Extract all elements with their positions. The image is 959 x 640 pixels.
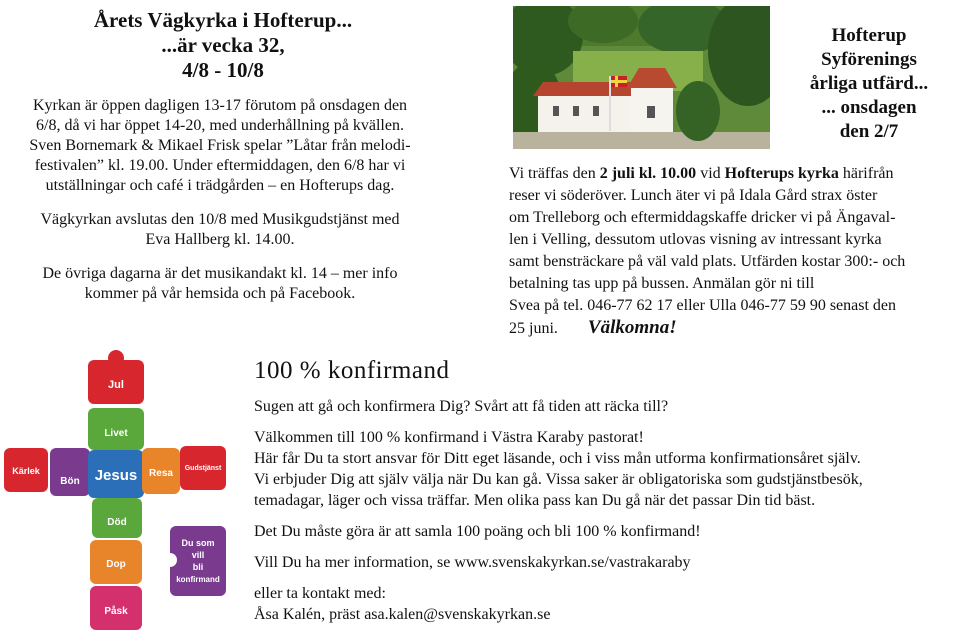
- puzzle-label-gudstjanst: Gudstjänst: [184, 465, 222, 472]
- puzzle-piece-bon: [50, 448, 90, 496]
- puzzle-label-bon: Bön: [60, 476, 80, 487]
- syforening-line7: Svea på tel. 046-77 62 17 eller Ulla 046-77 59 90 senast den: [509, 297, 897, 314]
- vagkyrka-body: [0, 96, 440, 304]
- puzzle-cross: [0, 350, 230, 635]
- puzzle-label-dod: Död: [107, 517, 127, 528]
- puzzle-piece-konfirmand: [170, 526, 226, 596]
- puzzle-side-line4: konfirmand: [176, 575, 220, 584]
- puzzle-side-line1: Du som: [181, 538, 215, 548]
- syforening-line4: len i Velling, dessutom utlovas visning av intressant kyrka: [509, 231, 882, 248]
- puzzle-label-dop: Dop: [106, 559, 126, 570]
- syforening-line1: [509, 163, 959, 185]
- vagkyrka-para1-line1: Kyrkan är öppen dagligen 13-17 förutom på onsdagen den: [32, 97, 408, 114]
- syforening-line5: samt bensträckare på väl vald plats. Utfärden kostar 300:- och: [509, 253, 906, 270]
- syforening-line8: [509, 317, 959, 340]
- vagkyrka-title-line3: 4/8 - 10/8: [182, 58, 264, 82]
- syforening-line1-e: härifrån: [838, 165, 894, 182]
- vagkyrka-title-line2: ...är vecka 32,: [161, 33, 285, 57]
- church-photo: [513, 6, 770, 149]
- puzzle-cross-graphic: [0, 350, 230, 635]
- vagkyrka-para2-line1: Vägkyrkan avslutas den 10/8 med Musikgudstjänst med: [40, 211, 400, 228]
- vagkyrka-para2-line2: Eva Hallberg kl. 14.00.: [145, 231, 295, 248]
- puzzle-label-jul: Jul: [108, 379, 124, 391]
- syforening-line2: reser vi söderöver. Lunch äter vi på Idala Gård strax öster: [509, 187, 878, 204]
- puzzle-label-pask: Påsk: [104, 606, 128, 617]
- konfirmand-p6: Det Du måste göra är att samla 100 poäng och bli 100 % konfirmand!: [254, 523, 701, 540]
- syforening-line1-a: Vi träffas den: [509, 165, 600, 182]
- vagkyrka-para3-line1: De övriga dagarna är det musikandakt kl. 14 – mer info: [42, 265, 398, 282]
- vagkyrka-title-line1: Årets Vägkyrka i Hofterup...: [93, 8, 353, 32]
- konfirmand-p7: Vill Du ha mer information, se www.svenskakyrkan.se/vastrakaraby: [254, 554, 691, 571]
- syforening-line1-c: vid: [696, 165, 725, 182]
- syforening-title-line4: ... onsdagen: [821, 97, 917, 118]
- konfirmand-p2: Välkommen till 100 % konfirmand i Västra Karaby pastorat!: [254, 429, 644, 446]
- vagkyrka-para1-line3: Sven Bornemark & Mikael Frisk spelar ”Låtar från melodi-: [29, 137, 411, 154]
- puzzle-label-jesus: Jesus: [94, 467, 138, 484]
- syforening-line6: betalning tas upp på bussen. Anmälan gör ni till: [509, 275, 815, 292]
- konfirmand-body: [254, 396, 959, 625]
- syforening-title-line1: Hofterup: [831, 25, 907, 46]
- konfirmand-p4: Vi erbjuder Dig att själv välja när Du kan gå. Vissa saker är obligatoriska som gudstjänstbesök,: [254, 471, 863, 488]
- syforening-title-line3: årliga utfärd...: [809, 73, 929, 94]
- syforening-place: Hofterups kyrka: [724, 165, 839, 182]
- syforening-body: [509, 163, 959, 340]
- syforening-welcome: Välkomna!: [587, 317, 677, 338]
- syforening-heading: [780, 24, 958, 144]
- church-photo-image: [513, 6, 770, 149]
- puzzle-label-karlek: Kärlek: [12, 466, 40, 476]
- vagkyrka-heading: [8, 8, 438, 83]
- konfirmand-p1: Sugen att gå och konfirmera Dig? Svårt att få tiden att räcka till?: [254, 398, 669, 415]
- konfirmand-p9: Åsa Kalén, präst asa.kalen@svenskakyrkan.se: [254, 606, 551, 623]
- puzzle-side-line2: vill: [191, 550, 205, 560]
- syforening-line3: om Trelleborg och eftermiddagskaffe dricker vi på Ängaval-: [509, 209, 896, 226]
- puzzle-label-resa: Resa: [149, 468, 173, 479]
- vagkyrka-para1-line4: festivalen” kl. 19.00. Under eftermiddagen, den 6/8 har vi: [34, 157, 406, 174]
- syforening-title-line2: Syförenings: [821, 49, 917, 70]
- syforening-date-time: 2 juli kl. 10.00: [599, 165, 697, 182]
- puzzle-label-livet: Livet: [104, 428, 128, 439]
- konfirmand-p3: Här får Du ta stort ansvar för Ditt eget läsande, och i viss mån utforma konfirmationsåret själv.: [254, 450, 861, 467]
- syforening-title-line5: den 2/7: [839, 121, 899, 142]
- konfirmand-p8: eller ta kontakt med:: [254, 585, 386, 602]
- vagkyrka-para1-line5: utställningar och café i trädgården – en Hofterups dag.: [45, 177, 395, 194]
- konfirmand-p5: temadagar, läger och vissa träffar. Men olika pass kan Du gå när det passar Din tid bäst.: [254, 492, 816, 509]
- vagkyrka-para3-line2: kommer på vår hemsida och på Facebook.: [84, 285, 356, 302]
- puzzle-side-line3: bli: [192, 562, 204, 572]
- syforening-deadline: 25 juni.: [509, 320, 558, 337]
- vagkyrka-para1-line2: 6/8, då vi har öppet 14-20, med underhållning på kvällen.: [36, 117, 404, 134]
- konfirmand-heading: 100 % konfirmand: [254, 357, 450, 384]
